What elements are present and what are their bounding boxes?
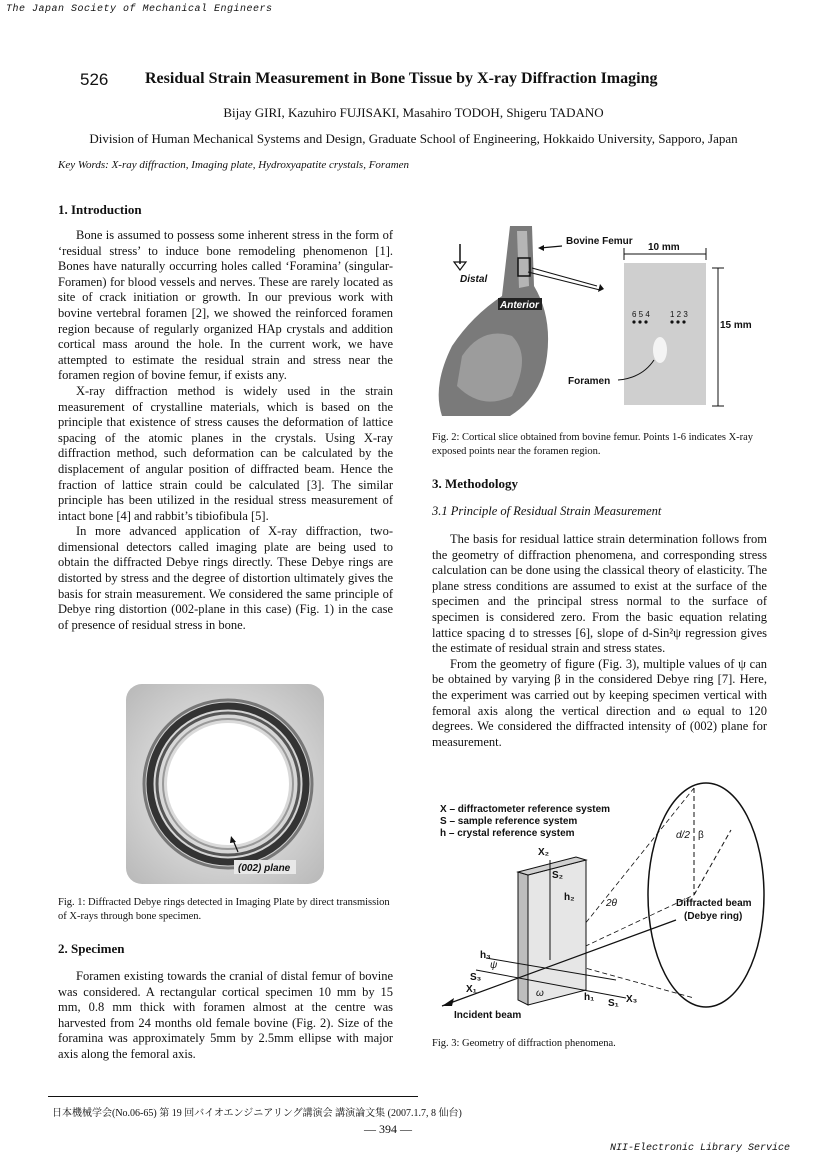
fig3-two-theta-label: 2θ [606,898,617,909]
fig3-h2-label: h₂ [564,892,575,903]
figure-1-debye-rings [126,684,324,884]
intro-paragraph-2: X-ray diffraction method is widely used in the strain measurement of crystalline materials, which is based on the principle that existence of stress causes the deformation of lattice spacing of the atomic planes in the crystals. Using X-ray diffraction method, such deformation can be calculated by the displacement of angular position of diffracted beam. Hence the fraction of lattice strain could be calculated [3]. The similar principle has been utilized in the residual stress measurement of intact bone [4] and rabbit’s tibiofibula [5]. [58,383,393,523]
left-column [58,202,393,633]
figure-3-diffraction-geometry [436,780,770,1030]
fig3-psi-label: ψ [490,960,498,971]
methodology-paragraph-1: The basis for residual lattice strain determination follows from the geometry of diffraction phenomena, and corresponding stress calculation can be done using the classical theory of elasticity. The plane stress conditions are assumed to exist at the surface of the specimen and the principal stress normal to the surface of specimen is considered zero. From the basic equation relating lattice spacing d to stresses [6], slope of d-Sin²ψ regression gives the estimate of residual strain and stress states. [432,532,767,656]
fig2-points-left: 6 5 4 [632,310,650,319]
intro-paragraph-3: In more advanced application of X-ray diffraction, two-dimensional detectors called imaging plate are being used to obtain the diffracted Debye rings directly. These Debye rings are distorted by stress and the degree of distortion ultimately gives the basis for strain measurement. We considered the same principle of Debye ring distortion (002-plane in this case) (Fig. 1) in the case of presence of residual stress in bone. [58,524,393,632]
fig3-s3-label: S₃ [470,972,482,983]
fig2-anterior-label: Anterior [500,300,539,311]
fig2-height-label: 15 mm [720,320,752,331]
fig2-distal-label: Distal [460,274,488,285]
methodology-heading: 3. Methodology [432,476,518,491]
footer-rule [48,1096,418,1097]
intro-heading: 1. Introduction [58,202,142,217]
right-column [432,476,767,750]
keywords: Key Words: X-ray diffraction, Imaging plate, Hydroxyapatite crystals, Foramen [58,159,410,171]
fig3-s1-label: S₁ [608,998,619,1009]
fig2-bovine-label: Bovine Femur [566,236,633,247]
specimen-section [58,941,393,1063]
fig3-h1-label: h₁ [584,992,595,1003]
fig3-incident-label: Incident beam [454,1010,522,1021]
fig3-x2-label: X₂ [538,847,550,858]
methodology-subheading: 3.1 Principle of Residual Strain Measurement [432,504,662,518]
fig3-omega-label: ω [536,988,544,999]
fig3-s2-label: S₂ [552,870,564,881]
figure-2-cortical-slice [432,226,770,422]
specimen-heading: 2. Specimen [58,941,125,956]
fig3-caption-block [432,1037,770,1051]
paper-number: 526 [80,70,109,89]
fig2-caption-block [432,431,770,459]
methodology-paragraph-2: From the geometry of figure (Fig. 3), multiple values of ψ can be obtained by varying β in the considered Debye ring [7]. Here, the experiment was carried out by keeping specimen vertical with femoral axis along the vertical direction and ω equal to 120 degrees. We considered the diffracted intensity of (002) plane for measurement. [432,656,767,749]
fig3-diffracted-label: Diffracted beam [676,898,752,909]
fig3-beta-label: β [698,830,704,841]
intro-paragraph-1: Bone is assumed to possess some inherent stress in the form of ‘residual stress’ to induce bone remodeling phenomenon [1]. Bones have naturally occurring holes called ‘Foramina’ (singular-Foramen) for blood vessels and nerves. These are rarely located as site of crack initiation or growth. In our previous work with bovine vertebral foramen [2], we showed the reinforced foramen region because of regularly organized HAp crystals and addition cortical mass around the hole. In the current work, we have attempted to estimate the residual strain and stress near the foramen region of bovine femur, if exists any. [58,228,393,383]
figure-3-caption: Fig. 3: Geometry of diffraction phenomena. [432,1038,616,1049]
fig3-x1-label: X₁ [466,984,477,995]
service-footer: NII-Electronic Library Service [610,1143,791,1154]
fig3-x3-label: X₃ [626,994,638,1005]
fig3-legend-h: h – crystal reference system [440,828,575,839]
fig3-legend-x: X – diffractometer reference system [440,804,611,815]
fig1-caption-block [58,896,398,924]
fig2-width-label: 10 mm [648,242,680,253]
fig3-d2-label: d/2 [676,830,690,841]
figure-1-caption: Fig. 1: Diffracted Debye rings detected in Imaging Plate by direct transmission of X-rays through bone specimen. [58,897,390,922]
fig3-debye-label: (Debye ring) [684,911,743,922]
fig3-h3-label: h₃ [480,950,491,961]
fig2-points-right: 1 2 3 [670,310,688,319]
authors: Bijay GIRI, Kazuhiro FUJISAKI, Masahiro TODOH, Shigeru TADANO [223,105,604,120]
paper-title: Residual Strain Measurement in Bone Tissue by X-ray Diffraction Imaging [145,70,658,87]
fig2-foramen-label: Foramen [568,376,611,387]
specimen-paragraph: Foramen existing towards the cranial of distal femur of bovine was considered. A rectangular cortical specimen 10 mm by 15 mm, 0.8 mm thick with foramen almost at the centre was harvested from 24 months old female bovine (Fig. 2). Size of the foramina was approximately 5mm by 2.5mm ellipse with major axis along the femoral axis. [58,969,393,1061]
running-header: The Japan Society of Mechanical Engineers [6,4,273,15]
page-number: — 394 — [364,1122,412,1136]
footer-proceedings: 日本機械学会(No.06-65) 第 19 回バイオエンジニアリング講演会 講演論文集 (2007.1.7, 8 仙台) [52,1108,462,1119]
fig1-plane-label: (002) plane [238,863,291,874]
figure-2-caption: Fig. 2: Cortical slice obtained from bovine femur. Points 1-6 indicates X-ray exposed points near the foramen region. [432,432,754,457]
fig3-legend-s: S – sample reference system [440,816,578,827]
affiliation: Division of Human Mechanical Systems and Design, Graduate School of Engineering, Hokkaido University, Sapporo, Japan [89,131,738,146]
